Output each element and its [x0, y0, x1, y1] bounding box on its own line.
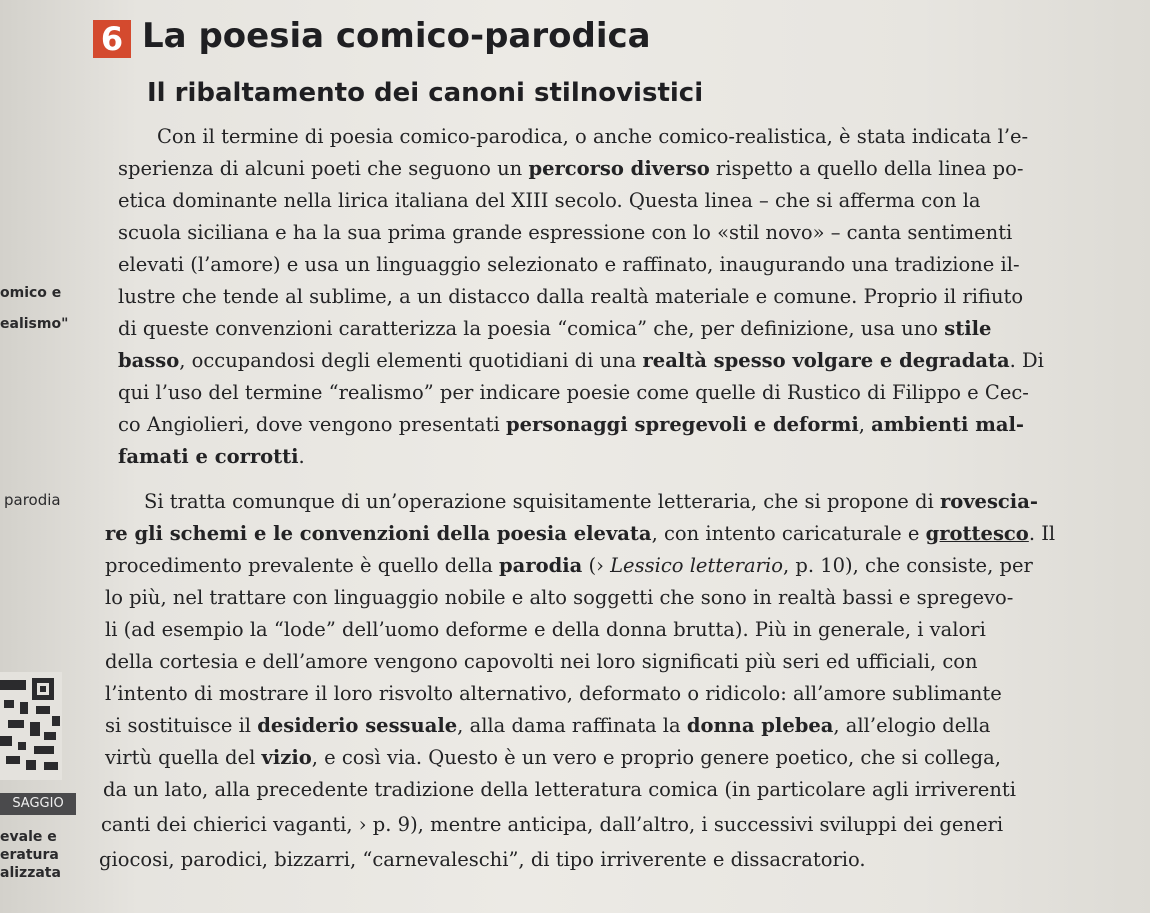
section-subtitle: Il ribaltamento dei canoni stilnovistici — [147, 78, 704, 108]
text-line: scuola siciliana e ha la sua prima grande espressione con lo «stil novo» – canta sentimenti — [118, 221, 1013, 244]
text-line: co Angiolieri, dove vengono presentati personaggi spregevoli e deformi, ambienti mal- — [118, 413, 1025, 436]
margin-note-2: eratura — [0, 847, 59, 863]
text-line: lo più, nel trattare con linguaggio nobile e alto soggetti che sono in realtà bassi e spregevo- — [105, 586, 1014, 609]
margin-note-3: alizzata — [0, 865, 61, 881]
text-line: di queste convenzioni caratterizza la poesia “comica” che, per definizione, usa uno stile — [118, 317, 992, 340]
text-line: li (ad esempio la “lode” dell’uomo deforme e della donna brutta). Più in generale, i valori — [105, 618, 986, 641]
text-line: da un lato, alla precedente tradizione della letteratura comica (in particolare agli irriverenti — [103, 778, 1016, 801]
saggio-tab[interactable]: SAGGIO — [0, 793, 76, 815]
text-line: Si tratta comunque di un’operazione squisitamente letteraria, che si propone di rovescia- — [144, 490, 1038, 513]
text-line: virtù quella del vizio, e così via. Questo è un vero e proprio genere poetico, che si collega, — [105, 746, 1001, 769]
text-line: della cortesia e dell’amore vengono capovolti nei loro significati più seri ed ufficiali, con — [105, 650, 978, 673]
text-line: famati e corrotti. — [118, 445, 305, 468]
text-line: etica dominante nella lirica italiana del XIII secolo. Questa linea – che si afferma con la — [118, 189, 981, 212]
text-line: lustre che tende al sublime, a un distacco dalla realtà materiale e comune. Proprio il rifiuto — [118, 285, 1024, 308]
section-title: La poesia comico-parodica — [142, 16, 651, 56]
text-line: Con il termine di poesia comico-parodica, o anche comico-realistica, è stata indicata l’e- — [157, 125, 1029, 148]
text-line: giocosi, parodici, bizzarri, “carnevaleschi”, di tipo irriverente e dissacratorio. — [99, 848, 866, 871]
text-line: l’intento di mostrare il loro risvolto alternativo, deformato o ridicolo: all’amore sublimante — [105, 682, 1002, 705]
margin-note-1: evale e — [0, 829, 57, 845]
text-line: qui l’uso del termine “realismo” per indicare poesie come quelle di Rustico di Filippo e Cec- — [118, 381, 1029, 404]
text-line: elevati (l’amore) e usa un linguaggio selezionato e raffinato, inaugurando una tradizione il- — [118, 253, 1020, 276]
section-number-badge: 6 — [93, 20, 131, 58]
margin-note-parodia: parodia — [4, 491, 61, 509]
text-line: si sostituisce il desiderio sessuale, alla dama raffinata la donna plebea, all’elogio della — [105, 714, 991, 737]
text-line: canti dei chierici vaganti, › p. 9), mentre anticipa, dall’altro, i successivi sviluppi dei generi — [101, 813, 1004, 836]
lessico-link[interactable]: Lessico letterario — [610, 554, 783, 577]
text-line: sperienza di alcuni poeti che seguono un percorso diverso rispetto a quello della linea po- — [118, 157, 1024, 180]
qr-code-icon[interactable] — [0, 672, 62, 780]
margin-note-realismo: ealismo" — [0, 316, 69, 332]
text-line: basso, occupandosi degli elementi quotidiani di una realtà spesso volgare e degradata. Di — [118, 349, 1044, 372]
text-line: re gli schemi e le convenzioni della poesia elevata, con intento caricaturale e grottesco. Il — [105, 522, 1056, 545]
text-line: procedimento prevalente è quello della parodia (› Lessico letterario, p. 10), che consiste, per — [105, 554, 1033, 577]
margin-note-comico: omico e — [0, 285, 62, 301]
